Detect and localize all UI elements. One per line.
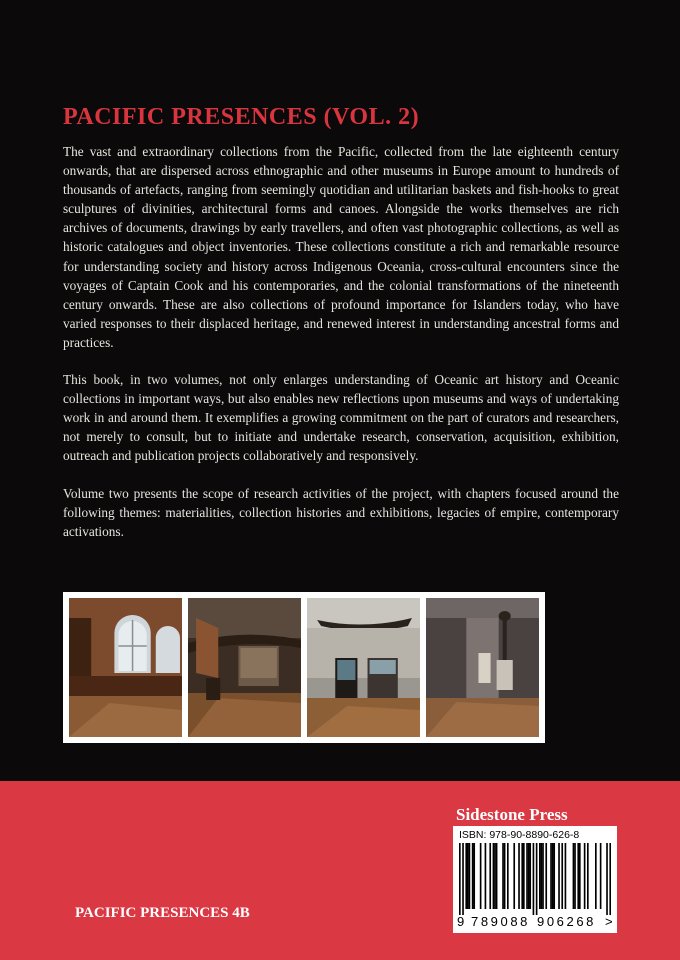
blurb-paragraph-3: Volume two presents the scope of research activities of the project, with chapters focused around the following themes: materialities, collection histories and exhibitions, legacies of empire, contemporary activations. xyxy=(63,485,619,539)
barcode-bar xyxy=(536,843,538,915)
barcode-bar xyxy=(494,843,496,909)
barcode-bar xyxy=(584,843,586,909)
barcode-bar xyxy=(507,843,509,909)
barcode-bar xyxy=(550,843,552,909)
barcode-bar xyxy=(541,843,543,909)
publisher-name: Sidestone Press xyxy=(456,805,568,824)
barcode-bar xyxy=(600,843,602,909)
museum-gallery-photo-2 xyxy=(188,598,301,737)
barcode-bar xyxy=(485,843,487,909)
museum-photo-strip xyxy=(63,592,545,743)
barcode-bar xyxy=(529,843,531,909)
barcode-bar xyxy=(469,843,471,909)
museum-gallery-photo-3 xyxy=(307,598,420,737)
barcode-bar xyxy=(518,843,520,909)
barcode-bar xyxy=(502,843,504,909)
barcode-bars xyxy=(459,843,611,915)
barcode-bar xyxy=(523,843,525,909)
barcode-bar xyxy=(595,843,597,909)
barcode-bar xyxy=(606,843,608,915)
barcode-bar xyxy=(565,843,567,909)
barcode-right-group: 906268 xyxy=(537,914,596,929)
barcode-bar xyxy=(462,843,464,915)
barcode-bar xyxy=(504,843,506,909)
blurb-text xyxy=(63,142,619,559)
barcode-bar xyxy=(533,843,535,915)
barcode-bar xyxy=(493,843,495,909)
blurb-paragraph-1: The vast and extraordinary collections from the Pacific, collected from the late eighteenth century onwards, that are dispersed across ethnographic and other museums in Europe amount to hundreds of thousands of artefacts, ranging from seemingly quotidian and utilitarian baskets and fish-hooks to great sculptures of divinities, architectural forms and canoes. Alongside the works themselves are rich archives of documents, drawings by early travellers, and often vast photographic collections, as well as historic catalogues and object inventories. These collections constitute a rich and remarkable resource for understanding society and history across Indigenous Oceania, cross-cultural encounters since the voyages of Captain Cook and his contemporaries, and the colonial transformations of the nineteenth century onwards. These are also collections of profound importance for Islanders today, who have varied responses to their displaced heritage, and renewed interest in understanding ancestral forms and practices. xyxy=(63,144,619,350)
barcode-bar xyxy=(526,843,528,909)
series-label: PACIFIC PRESENCES 4B xyxy=(75,905,250,921)
barcode-bar xyxy=(513,843,515,909)
barcode-bar xyxy=(472,843,474,909)
barcode-bar xyxy=(553,843,555,909)
barcode-bar xyxy=(467,843,469,909)
barcode-bar xyxy=(539,843,541,909)
barcode-bar xyxy=(552,843,554,909)
barcode-bar xyxy=(545,843,547,909)
museum-gallery-photo-4 xyxy=(426,598,539,737)
barcode-bar xyxy=(473,843,475,909)
barcode-bar xyxy=(489,843,491,909)
barcode-bar xyxy=(609,843,611,915)
barcode-bar xyxy=(573,843,575,909)
barcode-bar xyxy=(577,843,579,909)
barcode-bar xyxy=(561,843,563,909)
barcode-bar xyxy=(459,843,461,915)
barcode-bar xyxy=(521,843,523,909)
isbn-label: ISBN: 978-90-8890-626-8 xyxy=(459,829,580,841)
museum-gallery-photo-1 xyxy=(69,598,182,737)
barcode-bar xyxy=(496,843,498,909)
isbn-barcode xyxy=(453,826,617,933)
barcode-bar xyxy=(558,843,560,909)
barcode-lead-digit: 9 xyxy=(457,914,465,929)
barcode-bar xyxy=(579,843,581,909)
blurb-paragraph-2: This book, in two volumes, not only enlarges understanding of Oceanic art history and Oceanic collections in important ways, but also enables new reflections upon museums and ways of undertaking work in and around them. It exemplifies a growing commitment on the part of curators and researchers, not merely to consult, but to initiate and undertake research, conservation, acquisition, exhibition, outreach and publication projects collaboratively and responsively. xyxy=(63,372,619,464)
barcode-bar xyxy=(480,843,482,909)
book-title: PACIFIC PRESENCES (VOL. 2) xyxy=(63,104,420,130)
barcode-bar xyxy=(465,843,467,909)
barcode-left-group: 789088 xyxy=(471,914,530,929)
barcode-end-mark: > xyxy=(605,914,613,929)
barcode-bar xyxy=(587,843,589,909)
barcode-bar xyxy=(542,843,544,909)
barcode-bar xyxy=(528,843,530,909)
barcode-bar xyxy=(574,843,576,909)
